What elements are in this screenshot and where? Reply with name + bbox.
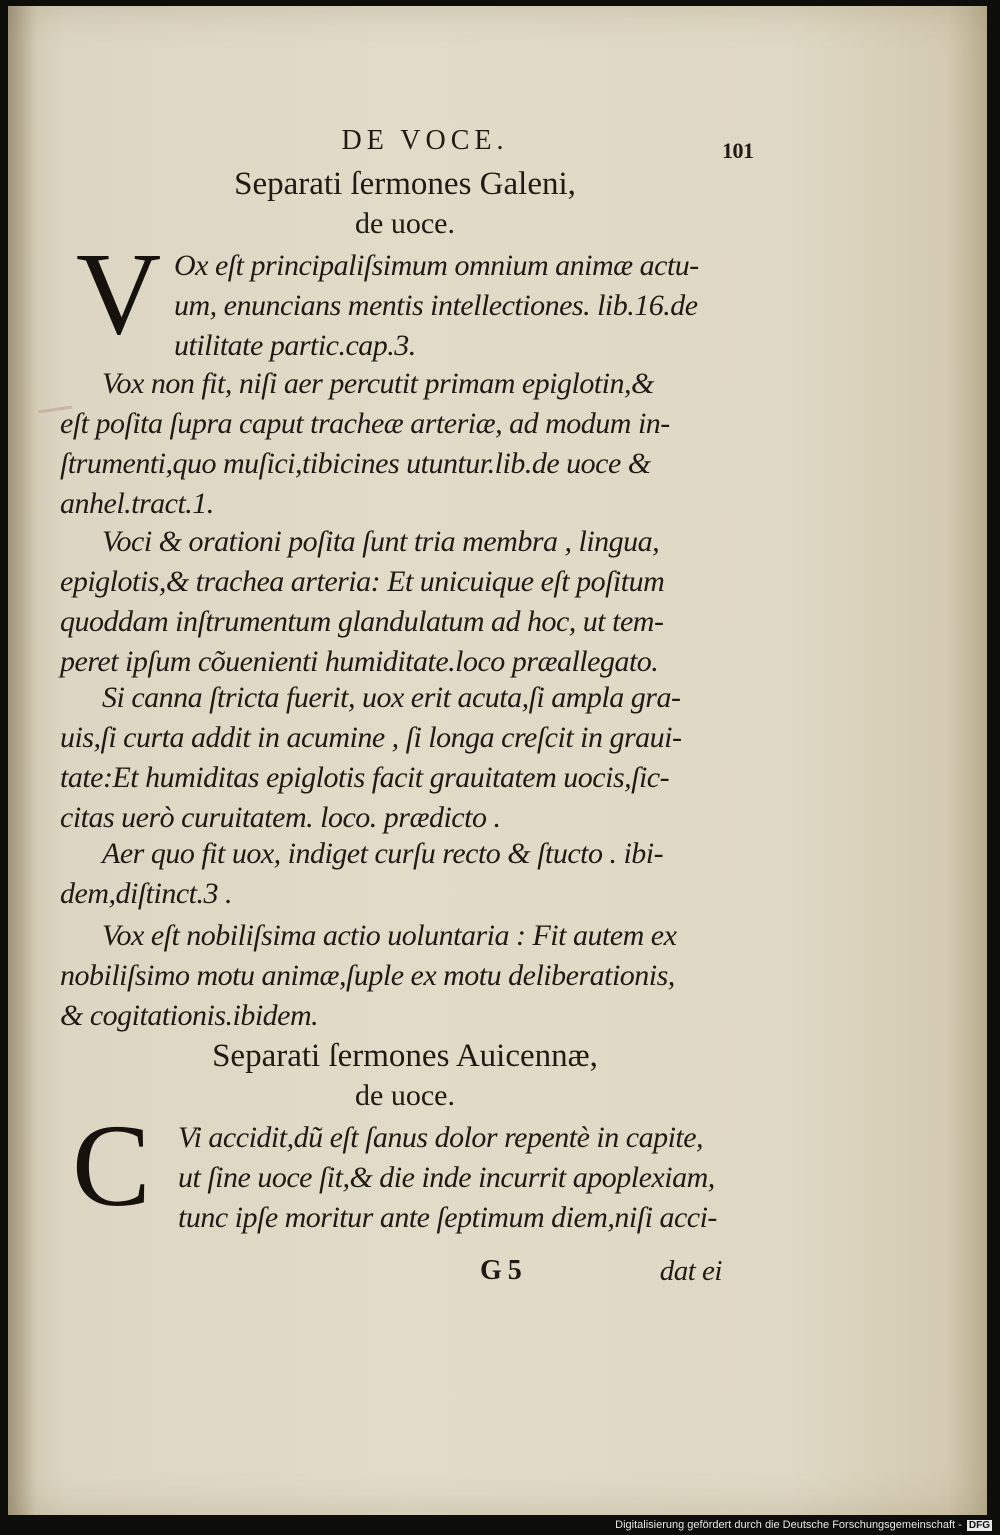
text-line: epiglotis,& trachea arteria: Et unicuique eſt poſitum <box>60 565 665 598</box>
paragraph <box>60 834 722 914</box>
page-footer <box>60 1251 722 1291</box>
text-line: ſtrumenti,quo muſici,tibicines utuntur.lib.de uoce & <box>60 447 651 480</box>
text-line: quoddam inſtrumentum glandulatum ad hoc, ut tem- <box>60 605 664 638</box>
page-number: 101 <box>722 138 754 163</box>
section-heading-galeni <box>60 164 750 244</box>
text-line: Voci & orationi poſita ſunt tria membra , lingua, <box>102 525 660 558</box>
text-line: Aer quo fit uox, indiget curſu recto & ſtucto . ibi- <box>102 837 664 870</box>
text-line: peret ipſum cõuenienti humiditate.loco præallegato. <box>60 645 659 678</box>
text-line: Ox eſt principaliſsimum omnium animæ actu- <box>174 249 699 282</box>
text-line: dem,diſtinct.3 . <box>60 877 232 910</box>
dfg-logo: DFG <box>968 1520 990 1531</box>
text-line: eſt poſita ſupra caput tracheæ arteriæ, ad modum in- <box>60 407 670 440</box>
text-line: tate:Et humiditas epiglotis facit grauitatem uocis,ſic- <box>60 761 670 794</box>
dropcap-v: V <box>76 228 161 359</box>
spine-shadow <box>8 6 36 1515</box>
paragraph <box>60 522 722 682</box>
credit-text: Digitalisierung gefördert durch die Deutsche Forschungsgemeinschaft - <box>615 1519 962 1531</box>
paragraph <box>60 364 722 524</box>
paragraph <box>178 1118 726 1238</box>
paragraph <box>60 678 722 838</box>
catchword: dat ei <box>659 1255 722 1287</box>
heading-subtext: de uoce. <box>355 1079 455 1112</box>
text-line: um, enuncians mentis intellectiones. lib.16.de <box>174 289 698 322</box>
paragraph <box>174 246 726 366</box>
text-line: uis,ſi curta addit in acumine , ſi longa creſcit in graui- <box>60 721 682 754</box>
digitization-credit <box>615 1519 992 1531</box>
text-line: Vox eſt nobiliſsima actio uoluntaria : Fit autem ex <box>102 919 677 952</box>
text-line: Vox non fit, niſi aer percutit primam epiglotin,& <box>102 367 654 400</box>
heading-text: Separati ſermones Auicennæ, <box>212 1038 598 1074</box>
heading-subtext: de uoce. <box>355 207 455 240</box>
paragraph <box>60 916 722 1036</box>
book-page <box>8 6 987 1515</box>
text-line: citas uerò curuitatem. loco. prædicto . <box>60 801 501 834</box>
text-line: nobiliſsimo motu animæ,ſuple ex motu deliberationis, <box>60 959 675 992</box>
text-line: utilitate partic.cap.3. <box>174 329 416 362</box>
text-line: tunc ipſe moritur ante ſeptimum diem,niſi acci- <box>178 1201 717 1234</box>
dropcap-c: C <box>72 1100 151 1231</box>
heading-text: Separati ſermones Galeni, <box>234 166 576 202</box>
running-head: DE VOCE. <box>341 125 509 156</box>
text-line: anhel.tract.1. <box>60 487 214 520</box>
section-heading-auicennae <box>60 1036 750 1116</box>
text-line: Si canna ſtricta fuerit, uox erit acuta,ſi ampla gra- <box>102 681 681 714</box>
text-line: Vi accidit,dũ eſt ſanus dolor repentè in capite, <box>178 1121 704 1154</box>
signature-mark: G 5 <box>480 1255 522 1286</box>
text-line: & cogitationis.ibidem. <box>60 999 319 1032</box>
text-line: ut ſine uoce ſit,& die inde incurrit apoplexiam, <box>178 1161 715 1194</box>
